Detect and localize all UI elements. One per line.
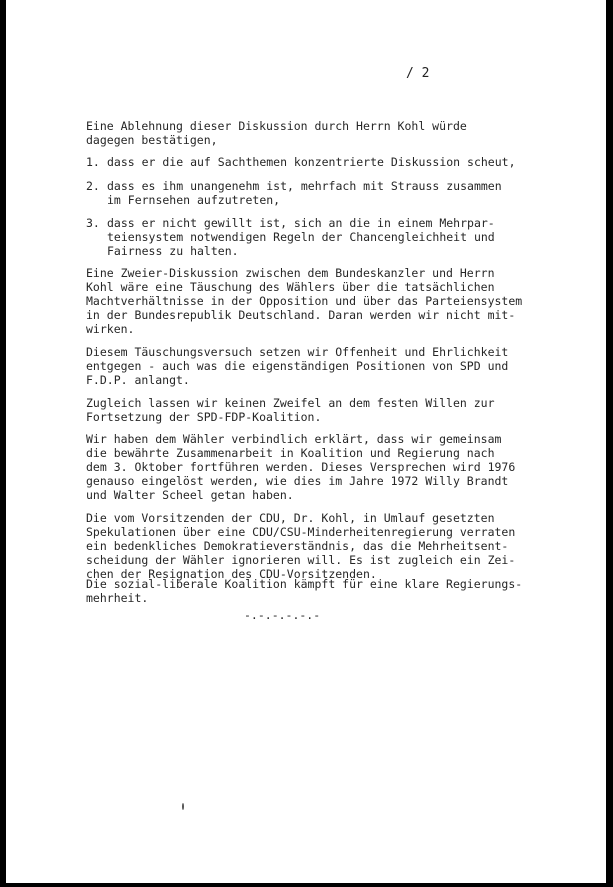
- page-number: / 2: [406, 66, 430, 81]
- paragraph-line: Diesem Täuschungsversuch setzen wir Offenheit und Ehrlichkeit: [86, 345, 509, 359]
- paragraph-line: chen der Resignation des CDU-Vorsitzenden.: [86, 567, 377, 581]
- paragraph-line: Machtverhältnisse in der Opposition und über das Parteiensystem: [86, 294, 523, 308]
- paragraph-line: Die vom Vorsitzenden der CDU, Dr. Kohl, in Umlauf gesetzten: [86, 511, 495, 525]
- paragraph-line: ein bedenkliches Demokratieverständnis, das die Mehrheitsent-: [86, 539, 509, 553]
- list-item-line: Fairness zu halten.: [107, 244, 239, 258]
- list-item-line: teiensystem notwendigen Regeln der Chancengleichheit und: [107, 230, 495, 244]
- list-item-number: 3.: [86, 216, 100, 230]
- paragraph-line: Fortsetzung der SPD-FDP-Koalition.: [86, 410, 322, 424]
- paragraph-line: und Walter Scheel getan haben.: [86, 488, 294, 502]
- paragraph-line: die bewährte Zusammenarbeit in Koalition und Regierung nach: [86, 446, 495, 460]
- list-item-line: dass er die auf Sachthemen konzentrierte Diskussion scheut,: [107, 155, 516, 169]
- paragraph-line: entgegen - auch was die eigenständigen Positionen von SPD und: [86, 359, 509, 373]
- paragraph-line: F.D.P. anlangt.: [86, 373, 190, 387]
- paragraph-line: Wir haben dem Wähler verbindlich erklärt, dass wir gemeinsam: [86, 432, 502, 446]
- paragraph-line: in der Bundesrepublik Deutschland. Daran werden wir nicht mit-: [86, 308, 516, 322]
- list-item-number: 1.: [86, 155, 100, 169]
- list-item-line: dass es ihm unangenehm ist, mehrfach mit Strauss zusammen: [107, 179, 502, 193]
- paragraph-line: mehrheit.: [86, 591, 149, 605]
- list-item-line: im Fernsehen aufzutreten,: [107, 193, 281, 207]
- paragraph-line: scheidung der Wähler ignorieren will. Es ist zugleich ein Zei-: [86, 553, 516, 567]
- intro-line: Eine Ablehnung dieser Diskussion durch Herrn Kohl würde: [86, 119, 467, 133]
- paragraph-line: genauso eingelöst werden, wie dies im Jahre 1972 Willy Brandt: [86, 474, 509, 488]
- paragraph-line: Spekulationen über eine CDU/CSU-Minderheitenregierung verraten: [86, 525, 516, 539]
- paragraph-line: Die sozial-liberale Koalition kämpft für eine klare Regierungs-: [86, 577, 523, 591]
- document-page: [6, 0, 606, 883]
- paragraph-line: wirken.: [86, 322, 135, 336]
- scan-speck: [182, 803, 184, 810]
- closing-mark: -.-.-.-.-.-: [244, 608, 321, 622]
- list-item-line: dass er nicht gewillt ist, sich an die in einem Mehrpar-: [107, 216, 495, 230]
- list-item-number: 2.: [86, 179, 100, 193]
- paragraph-line: Kohl wäre eine Täuschung des Wählers über die tatsächlichen: [86, 280, 495, 294]
- paragraph-line: Zugleich lassen wir keinen Zweifel an dem festen Willen zur: [86, 396, 495, 410]
- intro-line: dagegen bestätigen,: [86, 133, 218, 147]
- paragraph-line: dem 3. Oktober fortführen werden. Dieses Versprechen wird 1976: [86, 460, 516, 474]
- paragraph-line: Eine Zweier-Diskussion zwischen dem Bundeskanzler und Herrn: [86, 266, 495, 280]
